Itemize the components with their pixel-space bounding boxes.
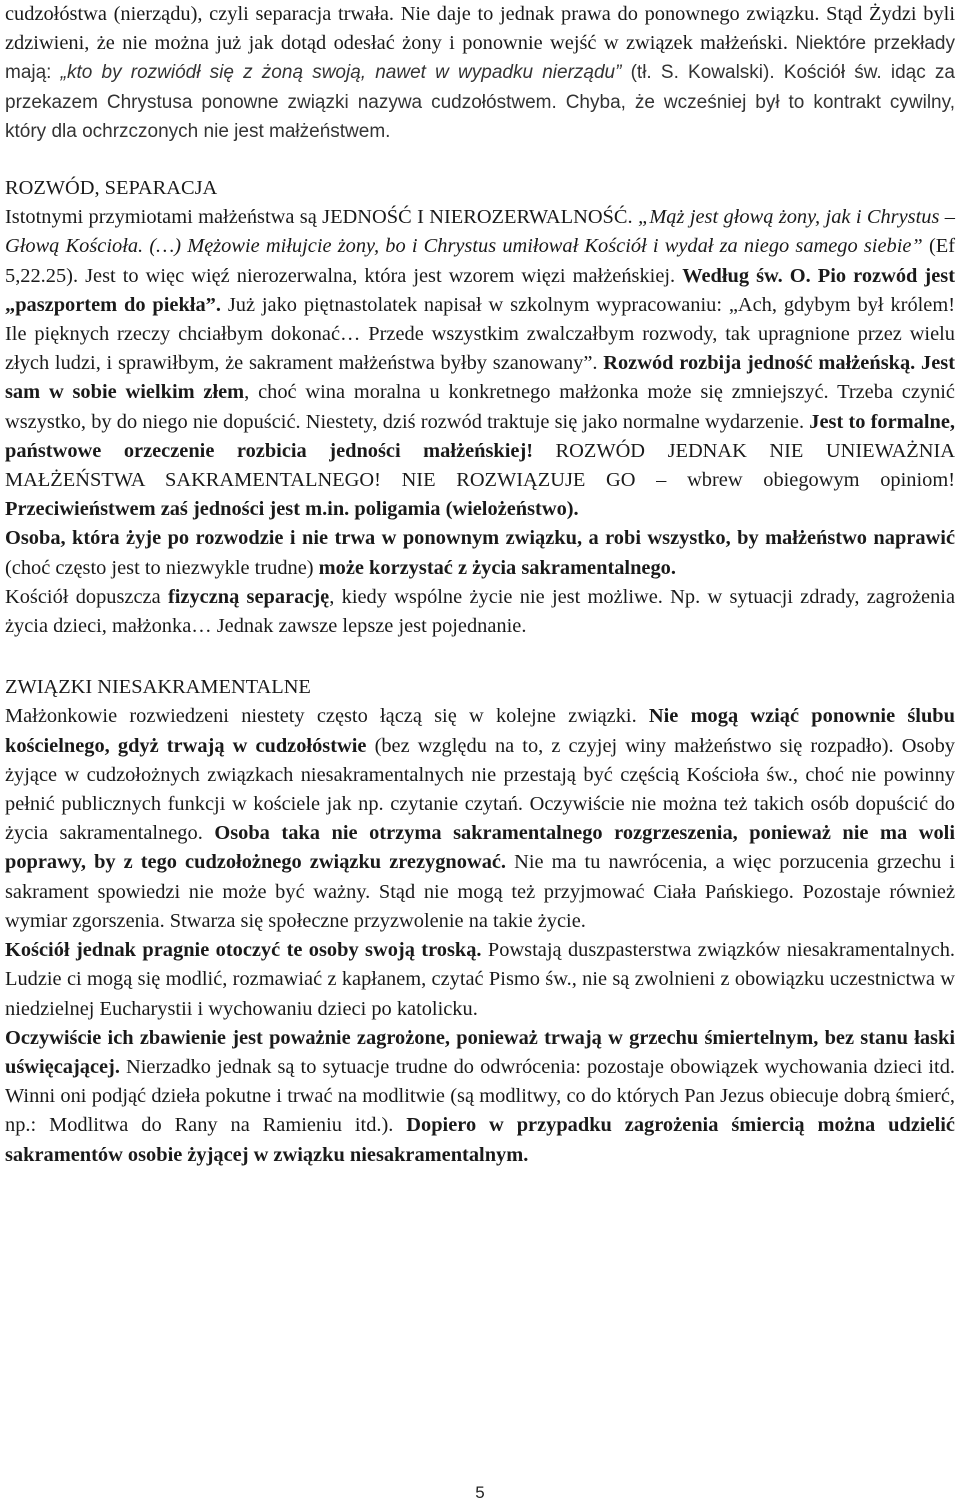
rozwod-text: , choć wina moralna u konkretnego małżonka może się zmniejszyć. Trzeba czynić wszystko, by do niego nie dopuścić. Niestety, dziś rozwód traktuje się jako normalne wydarzenie. [5,381,955,433]
document-page [5,0,955,1170]
rozwod-bold: może korzystać z życia sakramentalnego. [318,556,676,579]
intro-paragraph [5,0,955,146]
zwiazki-bold: Nie mogą wziąć ponownie ślubu kościelnego, gdyż trwają w cudzołóstwie [5,705,955,757]
intro-quote: „kto by rozwiódł się z żoną swoją, nawet w wypadku nierządu” [60,62,622,84]
rozwod-text: (Ef 5,22.25). Jest to więc więź nierozerwalna, która jest wzorem więzi małżeńskiej. [5,235,955,287]
page-number: 5 [475,1483,485,1502]
section-heading-rozwod: ROZWÓD, SEPARACJA [5,177,218,200]
rozwod-bold: Według św. O. Pio rozwód jest „paszportem do piekła”. [5,264,955,316]
zwiazki-text: Małżonkowie rozwiedzeni niestety często łączą się w kolejne związki. [5,705,649,728]
zwiazki-paragraph-3 [5,1024,955,1170]
zwiazki-bold: Oczywiście ich zbawienie jest poważnie zagrożone, ponieważ trwają w grzechu śmiertelnym, bez stanu łaski uświęcającej. [5,1026,955,1078]
rozwod-paragraph-2 [5,524,955,582]
rozwod-bold: Rozwód rozbija jedność małżeńską. Jest sam w sobie wielkim złem [5,352,955,404]
rozwod-bold: Przeciwieństwem zaś jedności jest m.in. poligamia (wielożeństwo). [5,498,579,521]
rozwod-scripture-quote: „Mąż jest głową żony, jak i Chrystus – Głową Kościoła. (…) Mężowie miłujcie żony, bo i Chrystus umiłował Kościół i wydał za niego samego siebie” [5,206,955,258]
zwiazki-text: Nierzadko jednak są to sytuacje trudne do odwrócenia: pozostaje obowiązek wychowania dzieci itd. Winni oni podjąć dzieła pokutne i trwać na modlitwie (są modlitwy, co do których Pan Jezus obiecuje dobrą śmierć, np.: Modlitwa do Rany na Ramieniu itd.). [5,1055,955,1137]
rozwod-paragraph-1 [5,203,955,524]
rozwod-text: ROZWÓD JEDNAK NIE UNIEWAŻNIA MAŁŻEŃSTWA SAKRAMENTALNEGO! NIE ROZWIĄZUJE GO – wbrew obiegowym opiniom! [5,439,955,492]
zwiazki-bold: Kościół jednak pragnie otoczyć te osoby swoją troską. [5,939,482,962]
rozwod-text: Istotnymi przymiotami małżeństwa są JEDNOŚĆ I NIEROZERWALNOŚĆ. [5,206,638,229]
rozwod-text: Już jako piętnastolatek napisał w szkolnym wypracowaniu: „Ach, gdybym był królem! Ile pięknych rzeczy chciałbym dokonać… Przede wszystkim zwalczałbym rozwody, tak upragnione przez wielu złych ludzi, i sprawiłbym, że sakrament małżeństwa byłby szanowany”. [5,293,955,375]
rozwod-bold: fizyczną separację [167,585,330,608]
zwiazki-text: (bez względu na to, z czyjej winy małżeństwo się rozpadło). Osoby żyjące w cudzołożnych związkach niesakramentalnych nie przestają być częścią Kościoła św., choć nie powinny pełnić publicznych funkcji w kościele jak np. czytanie czytań. Oczywiście nie można też takich osób dopuścić do życia sakramentalnego. [5,734,956,845]
rozwod-paragraph-3 [5,583,955,641]
rozwod-text: (choć często jest to niezwykle trudne) [5,556,319,579]
rozwod-text: , kiedy wspólne życie nie jest możliwe. Np. w sytuacji zdrady, zagrożenia życia dzieci, małżonka… Jednak zawsze lepsze jest pojednanie. [5,585,956,638]
zwiazki-text: Powstają duszpasterstwa związków niesakramentalnych. Ludzie ci mogą się modlić, rozmawiać z kapłanem, czytać Pismo św., nie są zwolnieni z obowiązku uczestnictwa w niedzielnej Eucharystii i wychowaniu dzieci po katolicku. [5,939,955,1020]
rozwod-bold: Osoba, która żyje po rozwodzie i nie trwa w ponownym związku, a robi wszystko, by małżeństwo naprawić [5,527,955,550]
zwiazki-paragraph-1 [5,702,955,936]
zwiazki-bold: Dopiero w przypadku zagrożenia śmiercią można udzielić sakramentów osobie żyjącej w związku niesakramentalnym. [5,1114,955,1166]
rozwod-text: Kościół dopuszcza [5,585,168,608]
intro-text-3: (tł. S. Kowalski). Kościół św. idąc za przekazem Chrystusa ponowne związki nazywa cudzołóstwem. Chyba, że wcześniej był to kontrakt cywilny, który dla ochrzczonych nie jest małżeństwem. [5,62,955,142]
section-heading-zwiazki: ZWIĄZKI NIESAKRAMENTALNE [5,676,311,699]
intro-text-2: Niektóre przekłady mają: [5,33,956,84]
rozwod-bold: Jest to formalne, państwowe orzeczenie rozbicia jedności małżeńskiej! [5,410,956,462]
zwiazki-paragraph-2 [5,936,955,1024]
intro-text-1: cudzołóstwa (nierządu), czyli separacja trwała. Nie daje to jednak prawa do ponownego związku. Stąd Żydzi byli zdziwieni, że nie można już jak dotąd odesłać żony i ponownie wejść w związek małżeński. [5,3,955,55]
zwiazki-bold: Osoba taka nie otrzyma sakramentalnego rozgrzeszenia, ponieważ nie ma woli poprawy, by z tego cudzołożnego związku zrezygnować. [5,822,955,874]
zwiazki-text: Nie ma tu nawrócenia, a więc porzucenia grzechu i sakrament spowiedzi nie może być ważny. Stąd nie mogą też przyjmować Ciała Pańskiego. Pozostaje również wymiar zgorszenia. Stwarza się społeczne przyzwolenie na takie życie. [5,851,955,932]
